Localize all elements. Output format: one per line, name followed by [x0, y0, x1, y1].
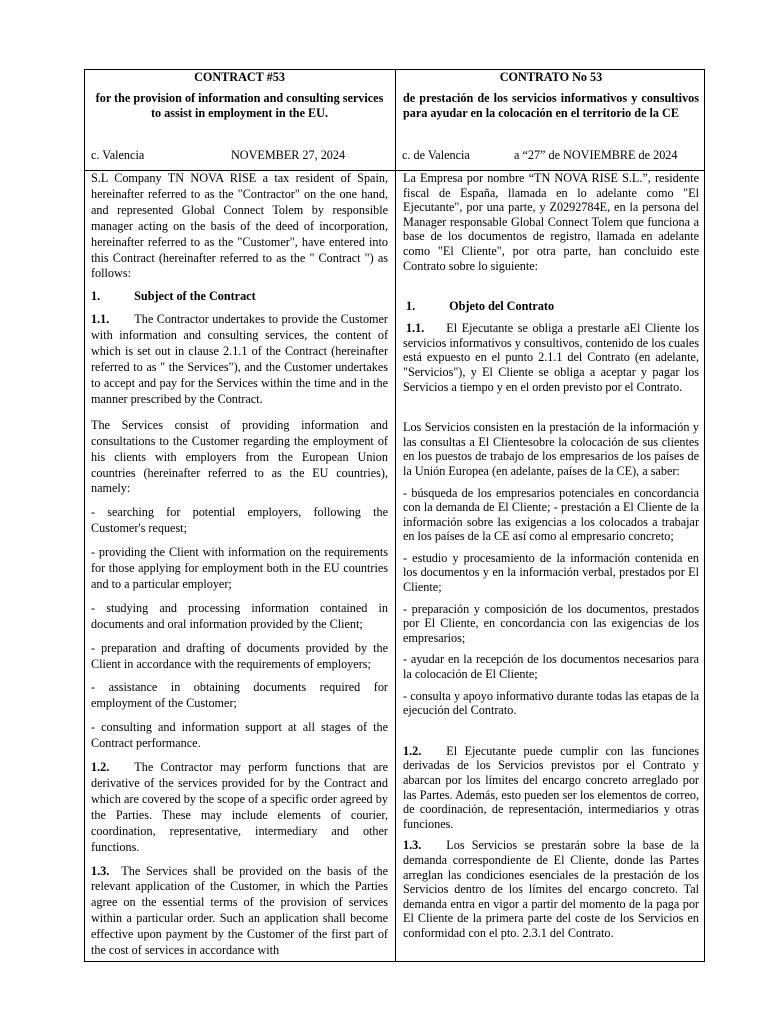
clause-1-1-text-en: The Contractor undertakes to provide the Customer with information and consulting services, the content of which is set out in clause 2.1.1 of the Contract (hereinafter referred to as " the Services"), and the Customer undertakes to accept and pay for the Services within the time and in the manner prescribed by the Contract.	[91, 312, 388, 406]
services-intro-en: The Services consist of providing information and consultations to the Customer regarding the employment of his clients with employers from the European Union countries (hereinafter referred to as the EU countries), namely:	[91, 417, 388, 496]
spanish-body	[396, 171, 705, 961]
section-1-number-en: 1.	[91, 289, 101, 304]
contract-title-es: CONTRATO No 53	[499, 70, 603, 84]
section-1-heading-es	[403, 299, 699, 314]
intro-en: S.L Company TN NOVA RISE a tax resident of Spain, hereinafter referred to as the "Contractor" on the one hand, and represented Global Connect Tolem by responsible manager acting on the basis of the deed of incorporation, hereinafter referred to as the "Customer", have entered into this Contract (hereinafter referred to as the " Contract ") as follows:	[91, 171, 388, 281]
english-body	[85, 171, 395, 961]
list-item: - ayudar en la recepción de los documentos necesarios para la colocación de El Cliente;	[403, 652, 699, 682]
clause-1-3-es	[403, 838, 699, 940]
clause-1-1-number-es: 1.1.	[406, 321, 425, 336]
date-es: a “27” de NOVIEMBRE de 2024	[514, 148, 678, 162]
list-item: - providing the Client with information on the requirements for those applying for employment both in the EU countries and to a particular employer;	[91, 545, 388, 591]
contract-title-en: CONTRACT #53	[194, 70, 285, 84]
contract-subtitle-es: de prestación de los servicios informativos y consultivos para ayudar en la colocación en el territorio de la CE	[403, 91, 699, 120]
spanish-header	[396, 70, 705, 170]
list-item: - estudio y procesamiento de la información contenida en los documentos y en la información verbal, prestados por El Cliente;	[403, 550, 699, 595]
clause-1-3-text-es: Los Servicios se prestarán sobre la base de la demanda correspondiente de El Cliente, donde las Partes arreglan las condiciones esenciales de la prestación de los Servicios dentro de los límites del encargo concreto. Tal demanda entra en vigor a partir del momento de la paga por El Cliente de la primera parte del coste de los Servicios en conformidad con el pto. 2.3.1 del Contrato.	[403, 838, 699, 940]
clause-1-3-text-en: The Services shall be provided on the basis of the relevant application of the Customer, in which the Parties agree on the essential terms of the provision of services within a particular order. Such an application shall become effective upon payment by the Customer of the first part of the cost of services in accordance with	[91, 863, 388, 958]
contract-subtitle-en: for the provision of information and consulting services to assist in employment in the EU.	[95, 91, 384, 120]
list-item: - searching for potential employers, following the Customer's request;	[91, 505, 388, 536]
city-en: c. Valencia	[91, 148, 145, 162]
clause-1-2-number-es: 1.2.	[403, 743, 422, 758]
list-item: - preparación y composición de los documentos, prestados por El Cliente, en concordancia con las exigencias de los empresarios;	[403, 601, 699, 645]
list-item: - studying and processing information contained in documents and oral information provided by the Client;	[91, 600, 388, 631]
section-1-title-en: Subject of the Contract	[134, 289, 256, 304]
list-item: - búsqueda de los empresarios potenciales en concordancia con la demanda de El Cliente; - prestación a El Cliente de la información sobre las exigencias a los colocados a trabajar en los países de la CE así como al empresario concreto;	[403, 485, 699, 544]
clause-1-2-es	[403, 744, 699, 832]
intro-es: La Empresa por nombre “TN NOVA RISE S.L.”, residente fiscal de España, llamada en lo adelante como "El Ejecutante", por una parte, y Z0292784E, en la persona del Manager responsable Global Connect Tolem que funciona a base de los documentos de registro, llamada en adelante como "El Cliente", por otra parte, han concluido este Contrato sobre lo siguiente:	[403, 171, 699, 273]
section-1-heading-en	[91, 289, 388, 304]
clause-1-2-en	[91, 760, 388, 855]
clause-1-2-text-es: El Ejecutante puede cumplir con las funciones derivadas de los Servicios previstos por el Contrato y abarcan por los límites del encargo concreto arreglado por las Partes. Además, esto pueden ser los elementos de correo, de coordinación, de representación, intermediarios y otras funciones.	[403, 743, 699, 831]
section-1-title-es: Objeto del Contrato	[449, 299, 555, 314]
list-item: - assistance in obtaining documents required for employment of the Customer;	[91, 680, 388, 711]
clause-1-1-number-en: 1.1.	[91, 312, 110, 327]
list-item: - consulta y apoyo informativo durante todas las etapas de la ejecución del Contrato.	[403, 688, 699, 718]
clause-1-2-text-en: The Contractor may perform functions that are derivative of the services provided for by the Contract and which are covered by the scope of a specific order agreed by the Parties. These may include elements of courier, coordination, representative, intermediary and other functions.	[91, 760, 388, 854]
clause-1-1-es	[403, 321, 699, 394]
list-item: - preparation and drafting of documents provided by the Client in accordance with the requirements of employers;	[91, 640, 388, 671]
clause-1-3-en	[91, 864, 388, 959]
contract-document	[84, 69, 705, 962]
english-header	[85, 70, 395, 170]
section-1-number-es: 1.	[406, 299, 416, 314]
list-item: - consulting and information support at all stages of the Contract performance.	[91, 720, 388, 751]
clause-1-3-number-en: 1.3.	[91, 863, 110, 878]
clause-1-1-en	[91, 312, 388, 407]
services-intro-es: Los Servicios consisten en la prestación de la información y las consultas a El Clientesobre la colocación de sus clientes en los puestos de trabajo de los empresarios de los países de la Unión Europea (en adelante, países de la CE), a saber:	[403, 420, 699, 478]
date-en: NOVEMBER 27, 2024	[231, 148, 346, 162]
city-es: c. de Valencia	[402, 148, 470, 162]
clause-1-2-number-en: 1.2.	[91, 760, 110, 775]
clause-1-1-text-es: El Ejecutante se obliga a prestarle aEl Cliente los servicios informativos y consultivos, contenido de los cuales está expuesto en el punto 2.1.1 del Contrato (en adelante, "Servicios"), y El Cliente se obliga a aceptar y pagar los Servicios a tiempo y en el orden previsto por el Contrato.	[403, 321, 699, 394]
clause-1-3-number-es: 1.3.	[403, 838, 422, 853]
